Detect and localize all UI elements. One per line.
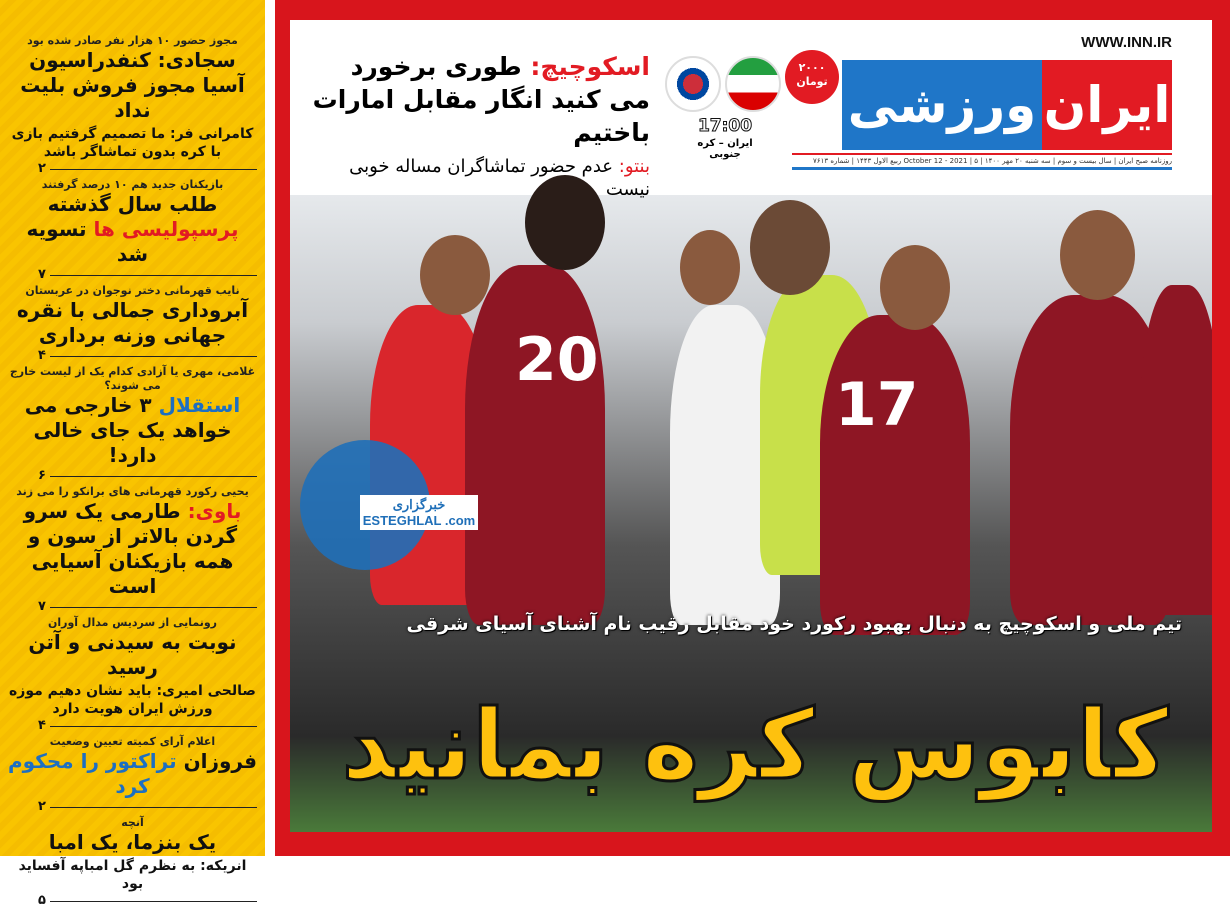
- headline: یک بنزما، یک امبا: [48, 830, 217, 854]
- page-number: ۴: [38, 718, 46, 733]
- korea-flag-icon: [665, 56, 721, 112]
- page-number: ۴: [38, 348, 46, 363]
- main-headline[interactable]: کابوس کره بمانید: [341, 689, 1169, 801]
- side-story-6[interactable]: [8, 616, 257, 718]
- logo-blue-part: ورزشی: [842, 60, 1042, 150]
- headline: طوری برخورد می کنید انگار مقابل امارات باختیم: [312, 52, 650, 147]
- headline-highlight: تراکتور را محکوم کرد: [8, 749, 177, 798]
- divider: [38, 349, 257, 363]
- sub-speaker: بنتو:: [618, 156, 650, 177]
- page-number: ۷: [38, 599, 46, 614]
- side-story-3[interactable]: [8, 284, 257, 348]
- issue-info: روزنامه صبح ایران | سال بیست و سوم | سه شنبه ۲۰ مهر ۱۴۰۰ | October 12 - 2021 | ۵ ربیع الاول ۱۴۴۳ | شماره ۷۶۱۳: [792, 153, 1172, 170]
- headline-end: تسویه شد: [26, 217, 149, 266]
- kicker: نایب قهرمانی دختر نوجوان در عربستان: [25, 284, 240, 297]
- kicker: بازیکنان جدید هم ۱۰ درصد گرفتند: [41, 178, 224, 191]
- page-number: ۷: [38, 267, 46, 282]
- page-number: ۶: [38, 468, 46, 483]
- divider: [38, 894, 257, 908]
- divider: [38, 800, 257, 814]
- logo-red-part: ایران: [1042, 60, 1172, 150]
- headline: فروزان: [183, 749, 257, 773]
- divider: [38, 600, 257, 614]
- price-badge: ۲۰۰۰ تومان: [785, 50, 839, 104]
- speaker: اسکوچیچ:: [530, 52, 650, 81]
- headline-highlight: پرسپولیسی ها: [93, 217, 239, 241]
- match-teams: ایران – کره جنوبی: [697, 138, 753, 160]
- headline: طلب سال گذشته: [47, 192, 218, 216]
- kicker: اعلام آرای کمیته تعیین وضعیت: [49, 735, 216, 748]
- kicker: یحیی رکورد قهرمانی های برانکو را می زند: [16, 485, 249, 498]
- side-story-8[interactable]: [8, 816, 257, 893]
- jersey-number: 20: [515, 325, 599, 395]
- headline: سجادی: کنفدراسیون آسیا مجوز فروش بلیت نداد: [20, 48, 245, 122]
- headline-highlight: باوی:: [187, 499, 242, 523]
- match-time: 17:00: [697, 116, 753, 136]
- page-number: ۲: [38, 161, 46, 176]
- subheadline: صالحی امیری: باید نشان دهیم موزه ورزش ایران هویت دارد: [9, 683, 256, 717]
- divider: [38, 719, 257, 733]
- top-story[interactable]: [310, 50, 650, 201]
- side-story-7[interactable]: [8, 735, 257, 799]
- divider: [38, 162, 257, 176]
- divider: [38, 268, 257, 282]
- watermark-text: خبرگزاری ESTEGHLAL .com: [360, 495, 478, 530]
- kicker: غلامی، مهری یا آزادی کدام یک از لیست خارج می شوند؟: [9, 365, 256, 392]
- front-page-main: [290, 20, 1212, 832]
- side-story-5[interactable]: [8, 485, 257, 599]
- kicker: رونمایی از سردیس مدال آوران: [47, 616, 218, 629]
- watermark-logo: [300, 440, 480, 580]
- side-story-2[interactable]: [8, 178, 257, 267]
- kicker: آنچه: [121, 816, 144, 829]
- kicker: مجوز حضور ۱۰ هزار نفر صادر شده بود: [27, 34, 238, 47]
- subheadline: عدم حضور تماشاگران مساله خوبی نیست: [349, 156, 650, 200]
- headline-highlight: استقلال: [158, 393, 241, 417]
- jersey-number: 17: [835, 370, 919, 440]
- subheadline: کامرانی فر: ما تصمیم گرفتیم بازی با کره بدون تماشاگر باشد: [11, 126, 254, 160]
- website-url[interactable]: WWW.INN.IR: [1081, 34, 1172, 51]
- sidebar-news-column: [0, 0, 265, 908]
- subheadline: انریکه: به نظرم گل امباپه آفساید بود: [18, 858, 247, 892]
- main-kicker: تیم ملی و اسکوچیچ به دنبال بهبود رکورد خود مقابل رقیب نام آشنای آسیای شرقی: [406, 613, 1182, 635]
- iran-flag-icon: [725, 56, 781, 112]
- divider: [38, 469, 257, 483]
- side-story-4[interactable]: [8, 365, 257, 468]
- headline: ۳ خارجی می خواهد یک جای خالی دارد!: [24, 393, 232, 467]
- headline: طارمی یک سرو گردن بالاتر از سون و همه بازیکنان آسیایی است: [23, 499, 238, 598]
- page-number: ۲: [38, 799, 46, 814]
- side-story-1[interactable]: [8, 34, 257, 161]
- page-number: ۵: [38, 893, 46, 908]
- headline: نوبت به سیدنی و آتن رسید: [28, 630, 237, 679]
- headline: آبروداری جمالی با نقره جهانی وزنه برداری: [16, 298, 249, 347]
- newspaper-logo: [842, 50, 1172, 160]
